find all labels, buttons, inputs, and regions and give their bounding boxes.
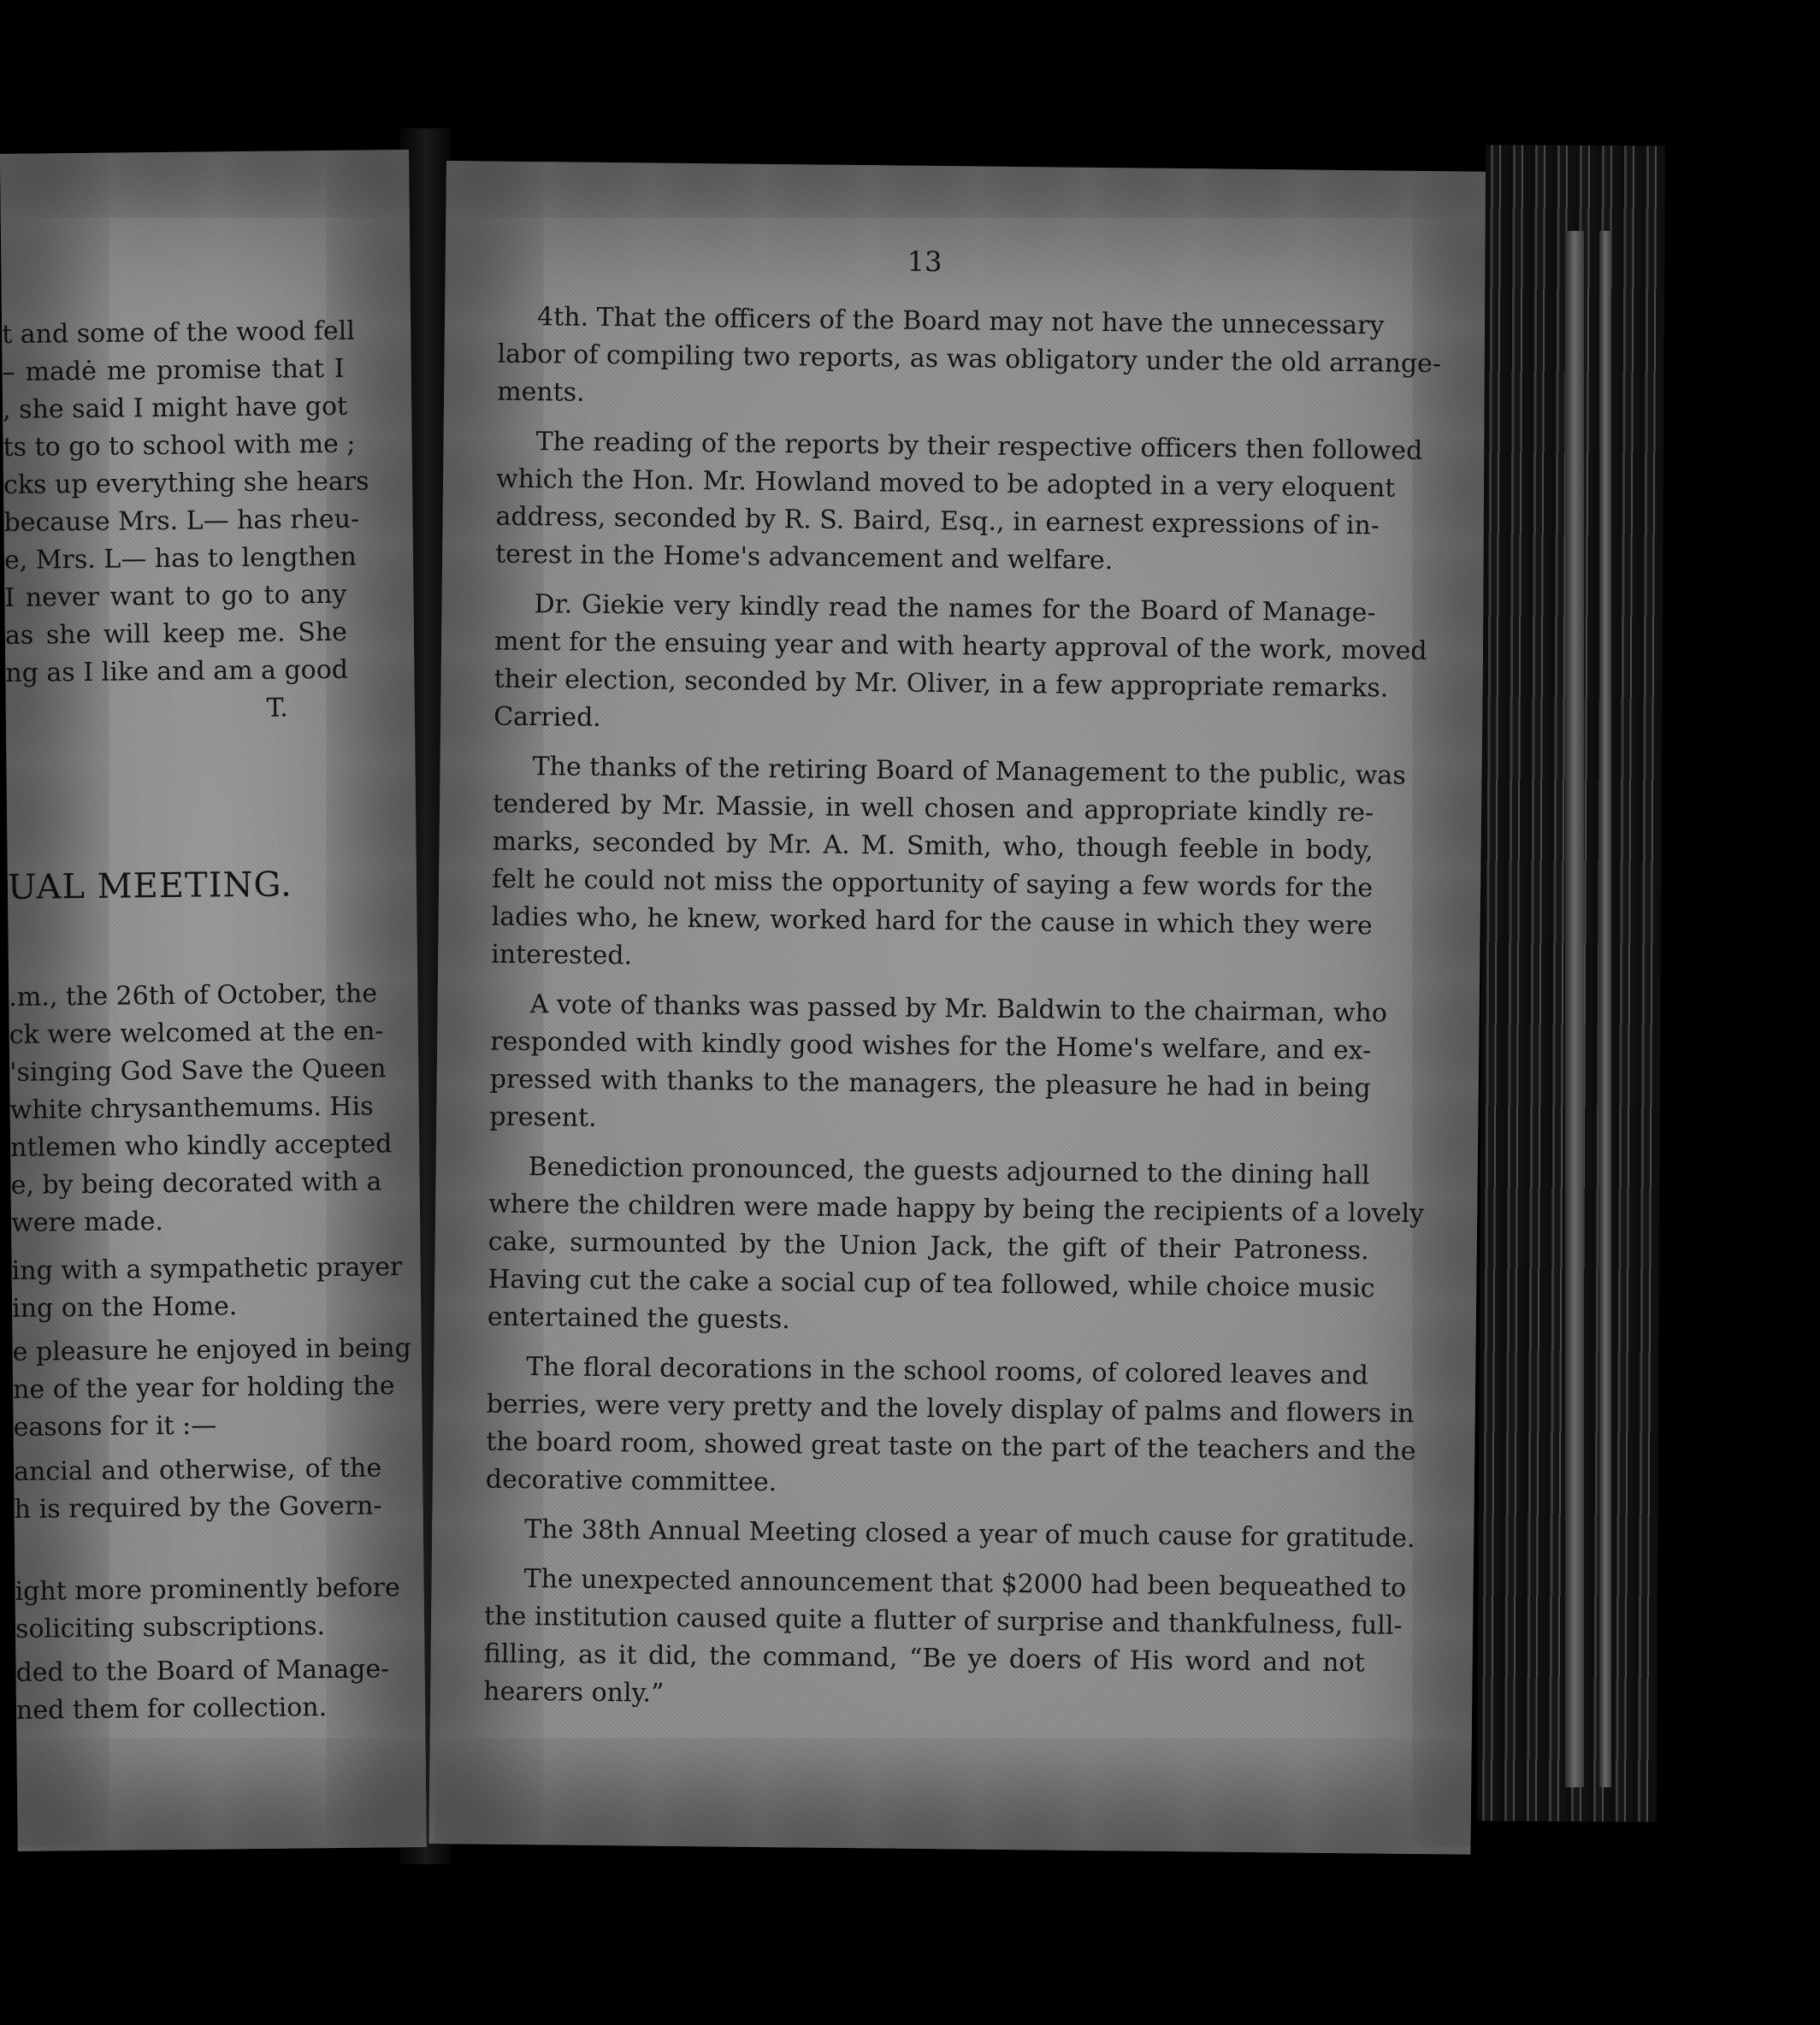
- text-line: The reading of the reports by their respective officers then followed: [535, 427, 1423, 466]
- page-number: 13: [907, 245, 942, 279]
- text-line: Dr. Giekie very kindly read the names for the Board of Manage-: [534, 589, 1376, 629]
- paragraph: [491, 748, 1406, 983]
- text-line: e, by being decorated with a: [10, 1166, 382, 1201]
- text-line: Carried.: [493, 701, 601, 733]
- text-line: berries, were very pretty and the lovely display of palms and flowers in: [486, 1389, 1415, 1429]
- page-edge-strip: [1599, 231, 1611, 1787]
- text-line: The unexpected announcement that $2000 had been bequeathed to: [523, 1564, 1407, 1603]
- text-line: ded to the Board of Manage-: [15, 1654, 390, 1688]
- left-para-1: [2, 313, 369, 730]
- paragraph: [495, 423, 1423, 583]
- text-line: filling, as it did, the command, “Be ye doers of His word and not: [483, 1638, 1365, 1679]
- right-page: [428, 161, 1488, 1855]
- paragraph: [487, 1148, 1425, 1346]
- text-line: tendered by Mr. Massie, in well chosen and appropriate kindly re-: [492, 788, 1374, 829]
- text-line: .m., the 26th of October, the: [9, 978, 378, 1012]
- text-line: pressed with thanks to the managers, the pleasure he had in being: [489, 1064, 1371, 1104]
- text-line: present.: [489, 1101, 597, 1133]
- text-line: address, seconded by R. S. Baird, Esq., in earnest expressions of in-: [495, 501, 1380, 541]
- text-line: ladies who, he knew, worked hard for the cause in which they were: [491, 901, 1373, 942]
- text-line: ments.: [496, 376, 585, 408]
- paragraph: [485, 1349, 1416, 1508]
- text-line: 4th. That the officers of the Board may not have the unnecessary: [536, 302, 1385, 341]
- left-para-5: [14, 1449, 382, 1528]
- text-line: ts to go to school with me ;: [3, 428, 356, 463]
- left-para-3: [11, 1249, 403, 1327]
- text-line: A vote of thanks was passed by Mr. Baldwin to the chairman, who: [529, 989, 1388, 1029]
- paragraph: [493, 586, 1427, 746]
- text-line: e pleasure he enjoyed in being: [12, 1333, 411, 1367]
- left-heading: UAL MEETING.: [7, 865, 292, 907]
- paragraph: [489, 986, 1388, 1146]
- text-line: interested.: [491, 939, 633, 971]
- text-line: the board room, showed great taste on the part of the teachers and the: [486, 1426, 1416, 1467]
- text-line: Benediction pronounced, the guests adjourned to the dining hall: [528, 1152, 1370, 1191]
- text-line: ntlemen who kindly accepted: [9, 1129, 393, 1163]
- page-edge-strip: [1565, 231, 1584, 1787]
- right-page-body: [483, 298, 1442, 1733]
- text-line: as she will keep me. She: [4, 617, 348, 651]
- text-line: ancial and otherwise, of the: [13, 1453, 382, 1487]
- text-line: white chrysanthemums. His: [9, 1091, 374, 1125]
- text-line: , she said I might have got: [2, 391, 348, 425]
- left-signature: T.: [266, 693, 288, 723]
- text-line: the institution caused quite a flutter of surprise and thankfulness, full-: [483, 1601, 1403, 1641]
- text-line: decorative committee.: [485, 1464, 777, 1498]
- text-line: The thanks of the retiring Board of Management to the public, was: [532, 752, 1406, 791]
- text-line: terest in the Home's advancement and welfare.: [495, 539, 1114, 576]
- text-line: felt he could not miss the opportunity of saying a few words for the: [492, 864, 1374, 904]
- text-line: marks, seconded by Mr. A. M. Smith, who, though feeble in body,: [492, 826, 1374, 866]
- text-line: I never want to go to any: [4, 579, 347, 613]
- text-line: cks up everything she hears: [3, 466, 369, 500]
- text-line: ned them for collection.: [15, 1692, 328, 1726]
- text-line: ight more prominently before: [15, 1573, 401, 1607]
- paragraph: [485, 1511, 1415, 1558]
- text-line: hearers only.”: [483, 1676, 665, 1709]
- text-line: e, Mrs. L— has to lengthen: [3, 541, 358, 576]
- text-line: which the Hon. Mr. Howland moved to be adopted in a very eloquent: [495, 463, 1396, 504]
- text-line: easons for it :—: [13, 1410, 217, 1443]
- left-para-4: [12, 1330, 411, 1446]
- text-line: ing on the Home.: [11, 1291, 238, 1324]
- text-line: h is required by the Govern-: [14, 1491, 382, 1525]
- text-line: ck were welcomed at the en-: [9, 1016, 384, 1050]
- left-para-7: [15, 1650, 390, 1730]
- text-line: responded with kindly good wishes for the Home's welfare, and ex-: [490, 1026, 1372, 1066]
- paragraph: [496, 298, 1442, 421]
- text-line: were made.: [10, 1207, 164, 1238]
- text-line: ne of the year for holding the: [12, 1371, 395, 1405]
- text-line: Having cut the cake a social cup of tea followed, while choice music: [488, 1264, 1375, 1304]
- text-line: soliciting subscriptions.: [15, 1611, 326, 1644]
- text-line: because Mrs. L— has rheu-: [3, 504, 360, 538]
- text-line: The 38th Annual Meeting closed a year of much cause for gratitude.: [524, 1514, 1415, 1554]
- text-line: their election, seconded by Mr. Oliver, in a few appropriate remarks.: [493, 664, 1389, 704]
- left-para-6: [15, 1569, 401, 1649]
- text-line: entertained the guests.: [487, 1302, 790, 1336]
- text-line: The floral decorations in the school rooms, of colored leaves and: [526, 1352, 1369, 1391]
- left-page: [0, 150, 427, 1851]
- paragraph: [483, 1561, 1407, 1721]
- text-line: where the children were made happy by being the recipients of a lovely: [488, 1189, 1425, 1230]
- text-line: ing with a sympathetic prayer: [11, 1252, 403, 1286]
- text-line: – madė me promise that I: [2, 353, 345, 387]
- left-para-2: [9, 976, 393, 1243]
- text-line: cake, surmounted by the Union Jack, the gift of their Patroness.: [488, 1226, 1369, 1266]
- text-line: t and some of the wood fell: [2, 316, 356, 350]
- text-line: ng as I like and am a good: [5, 654, 349, 688]
- text-line: labor of compiling two reports, as was obligatory under the old arrange-: [497, 339, 1442, 380]
- text-line: 'singing God Save the Queen: [9, 1054, 387, 1088]
- text-line: ment for the ensuing year and with hearty approval of the work, moved: [493, 626, 1427, 667]
